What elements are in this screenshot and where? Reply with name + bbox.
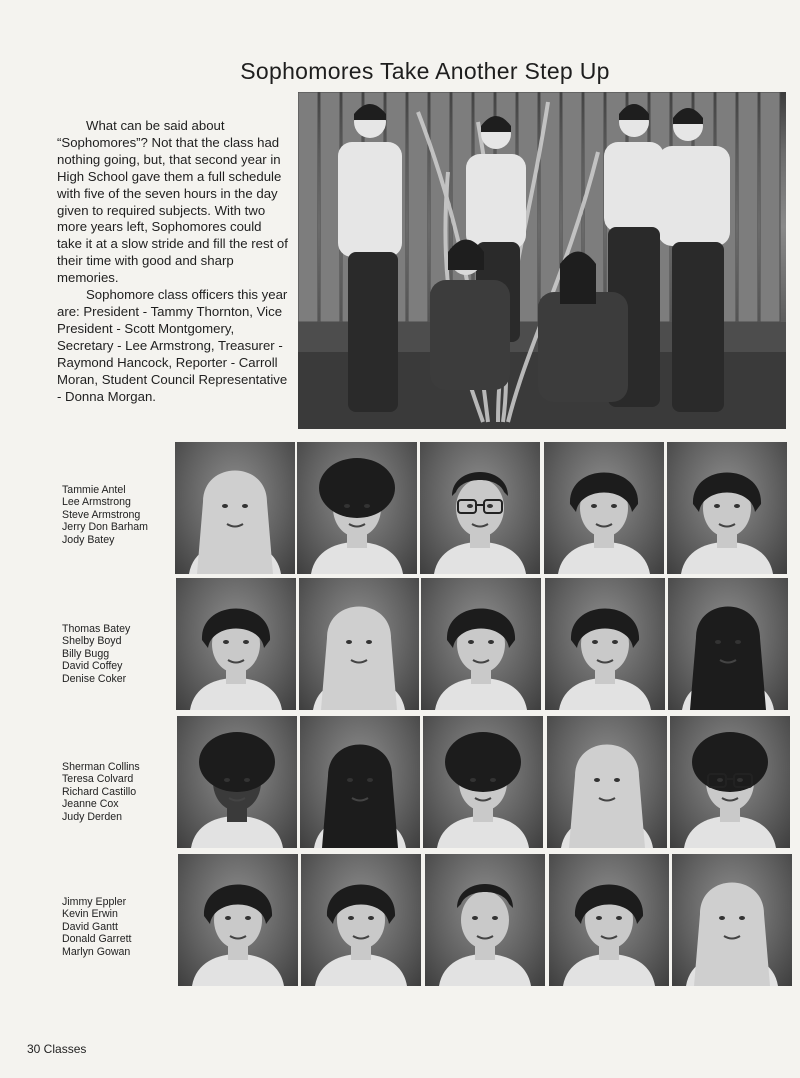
student-portrait <box>547 716 667 848</box>
student-name: Donald Garrett <box>62 933 132 946</box>
portrait-illustration <box>549 854 669 986</box>
student-name: Sherman Collins <box>62 761 140 773</box>
intro-paragraph-1: What can be said about “Sophomores”? Not that the class had nothing going, but, that second year in High School gave them a full schedule with five of the seven hours in the day given to required subjects. With two more years left, Sophomores could take it at a slow stride and fill the rest of their time with good and sharp memories. <box>57 118 288 286</box>
student-name: Lee Armstrong <box>62 496 131 509</box>
student-name: Denise Coker <box>62 672 127 685</box>
student-portrait <box>178 854 298 986</box>
portrait-illustration <box>177 716 297 848</box>
portrait-illustration <box>176 578 296 710</box>
student-name: Marlyn Gowan <box>62 945 131 958</box>
portrait-illustration <box>299 578 419 710</box>
portrait-illustration <box>175 442 295 574</box>
student-name: David Coffey <box>62 660 123 673</box>
name-list-row-4 <box>62 896 172 958</box>
student-portrait <box>544 442 664 574</box>
group-photo-illustration <box>298 92 786 429</box>
portrait-illustration <box>667 442 787 574</box>
intro-text <box>57 118 289 405</box>
student-portrait <box>420 442 540 574</box>
student-portrait <box>175 442 295 574</box>
student-name: Jerry Don Barham <box>62 521 148 534</box>
portrait-illustration <box>668 578 788 710</box>
student-portrait <box>667 442 787 574</box>
student-portrait <box>672 854 792 986</box>
student-portrait <box>545 578 665 710</box>
student-portrait <box>297 442 417 574</box>
name-list-row-1 <box>62 484 172 546</box>
portrait-illustration <box>423 716 543 848</box>
student-portrait <box>177 716 297 848</box>
student-name: David Gantt <box>62 920 118 933</box>
student-portrait <box>299 578 419 710</box>
student-name: Teresa Colvard <box>62 773 134 786</box>
portrait-illustration <box>670 716 790 848</box>
student-portrait <box>301 854 421 986</box>
student-name: Judy Derden <box>62 810 123 823</box>
portrait-illustration <box>300 716 420 848</box>
page-title: Sophomores Take Another Step Up <box>240 58 610 84</box>
portrait-illustration <box>297 442 417 574</box>
student-portrait <box>423 716 543 848</box>
student-name: Tammie Antel <box>62 484 126 496</box>
class-officers-group-photo <box>298 92 786 429</box>
portrait-illustration <box>545 578 665 710</box>
student-portrait <box>549 854 669 986</box>
student-portrait <box>300 716 420 848</box>
student-name: Jeanne Cox <box>62 798 119 811</box>
student-name: Jimmy Eppler <box>62 896 127 908</box>
intro-paragraph-2: Sophomore class officers this year are: President - Tammy Thornton, Vice President - Scott Montgomery, Secretary - Lee Armstrong, Treasurer - Raymond Hancock, Reporter - Carroll Moran, Student Council Representative - Donna Morgan. <box>57 287 288 404</box>
student-name: Billy Bugg <box>62 647 110 660</box>
page-footer: 30 Classes <box>27 1042 87 1056</box>
student-name: Steve Armstrong <box>62 508 141 521</box>
portrait-illustration <box>420 442 540 574</box>
student-name: Kevin Erwin <box>62 908 118 921</box>
student-portrait <box>421 578 541 710</box>
name-list-row-3 <box>62 761 172 823</box>
student-portrait <box>176 578 296 710</box>
portrait-illustration <box>547 716 667 848</box>
student-name: Shelby Boyd <box>62 635 122 648</box>
portrait-illustration <box>425 854 545 986</box>
student-name: Richard Castillo <box>62 785 137 798</box>
portrait-illustration <box>301 854 421 986</box>
name-list-row-2 <box>62 623 172 685</box>
student-portrait <box>670 716 790 848</box>
portrait-illustration <box>421 578 541 710</box>
student-portrait <box>668 578 788 710</box>
student-name: Thomas Batey <box>62 623 131 635</box>
portrait-illustration <box>544 442 664 574</box>
student-portrait <box>425 854 545 986</box>
student-name: Jody Batey <box>62 533 115 546</box>
portrait-illustration <box>178 854 298 986</box>
portrait-illustration <box>672 854 792 986</box>
